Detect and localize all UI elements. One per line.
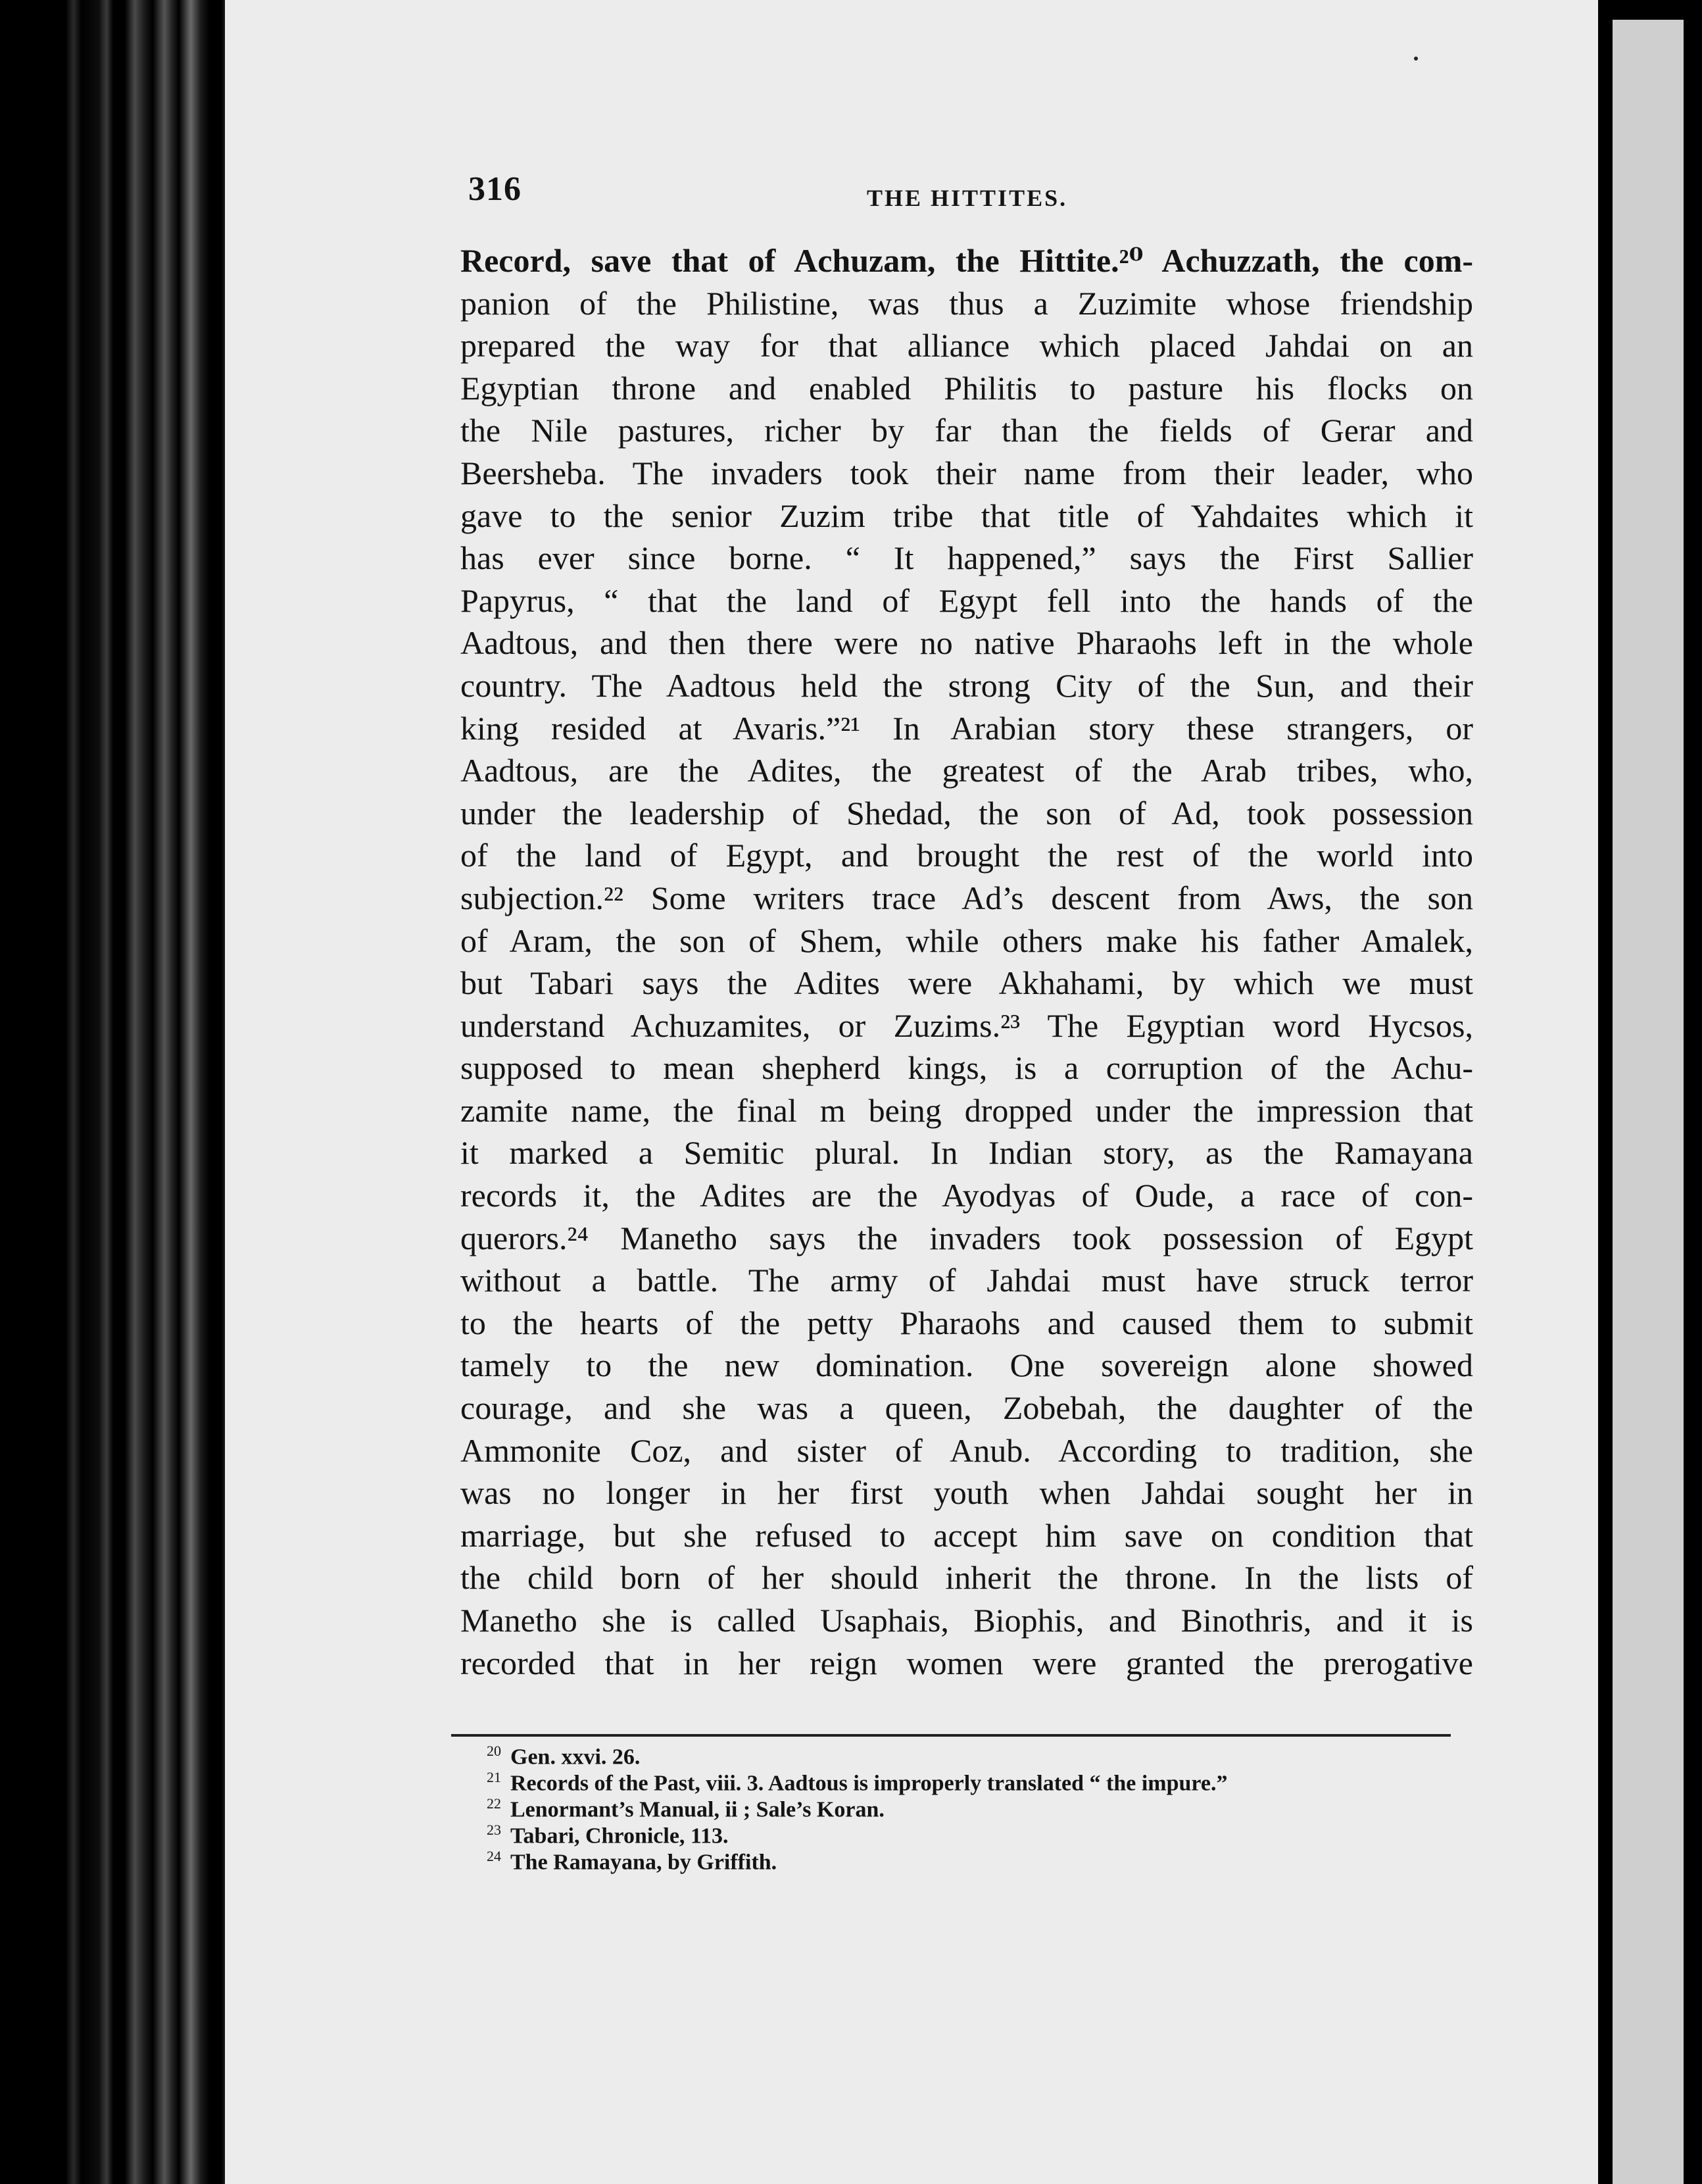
text-line: Egyptian throne and enabled Philitis to pasture his flocks on [460,369,1473,407]
footnote-number: 23 [487,1822,501,1838]
footnote [487,1764,1460,1796]
text-line: under the leadership of Shedad, the son of Ad, took possession [460,794,1473,831]
footnote-number: 20 [487,1743,501,1759]
footnote-text: The Ramayana, by Griffith. [510,1850,777,1875]
text-line: courage, and she was a queen, Zobebah, the daughter of the [460,1389,1473,1427]
facing-page-edge [1611,20,1684,2184]
footnote-text: Tabari, Chronicle, 113. [510,1824,729,1849]
footnote-number: 22 [487,1795,501,1812]
footnote-number: 21 [487,1769,501,1785]
footnote-text: Gen. xxvi. 26. [510,1745,641,1770]
text-line: Ammonite Coz, and sister of Anub. According to tradition, she [460,1431,1473,1469]
page-gutter-shadow [1598,0,1613,2184]
text-line: Record, save that of Achuzam, the Hittite.²⁰ Achuzzath, the com- [460,242,1473,279]
text-line: supposed to mean shepherd kings, is a corruption of the Achu- [460,1049,1473,1087]
footnote-number: 24 [487,1848,501,1864]
speck-mark [1414,57,1418,61]
text-line: king resided at Avaris.”²¹ In Arabian story these strangers, or [460,709,1473,747]
footnote-text: Records of the Past, viii. 3. Aadtous is improperly translated “ the impure.” [510,1771,1228,1796]
text-line: zamite name, the final m being dropped under the impression that [460,1091,1473,1129]
footnote [487,1843,1460,1875]
footnote [487,1817,1460,1849]
text-line: Aadtous, are the Adites, the greatest of the Arab tribes, who, [460,752,1473,789]
text-line: gave to the senior Zuzim tribe that title of Yahdaites which it [460,497,1473,534]
running-title: THE HITTITES. [867,185,1068,211]
footnote-rule [451,1734,1451,1737]
text-line: prepared the way for that alliance which placed Jahdai on an [460,327,1473,364]
text-line: marriage, but she refused to accept him save on condition that [460,1516,1473,1554]
text-line: the Nile pastures, richer by far than the fields of Gerar and [460,412,1473,449]
text-line: country. The Aadtous held the strong City of the Sun, and their [460,666,1473,704]
text-line: recorded that in her reign women were granted the prerogative [460,1644,1473,1681]
text-line: to the hearts of the petty Pharaohs and caused them to submit [460,1304,1473,1341]
text-line: tamely to the new domination. One sovereign alone showed [460,1347,1473,1384]
body-text [460,239,1473,1684]
text-line: understand Achuzamites, or Zuzims.²³ The Egyptian word Hycsos, [460,1006,1473,1044]
book-binding-edge [0,0,230,2184]
text-line: but Tabari says the Adites were Akhahami, by which we must [460,964,1473,1002]
text-line: of the land of Egypt, and brought the rest of the world into [460,837,1473,874]
text-line: it marked a Semitic plural. In Indian story, as the Ramayana [460,1134,1473,1172]
text-line: has ever since borne. “ It happened,” says the First Sallier [460,539,1473,577]
text-line: was no longer in her first youth when Jahdai sought her in [460,1474,1473,1512]
text-line: Papyrus, “ that the land of Egypt fell into the hands of the [460,582,1473,619]
text-line: panion of the Philistine, was thus a Zuzimite whose friendship [460,284,1473,322]
text-line: without a battle. The army of Jahdai must have struck terror [460,1262,1473,1299]
text-line: Manetho she is called Usaphais, Biophis, and Binothris, and it is [460,1602,1473,1639]
page-number: 316 [468,170,522,208]
footnote-text: Lenormant’s Manual, ii ; Sale’s Koran. [510,1797,885,1822]
text-line: Beersheba. The invaders took their name from their leader, who [460,454,1473,491]
text-line: subjection.²² Some writers trace Ad’s descent from Aws, the son [460,879,1473,916]
text-line: querors.²⁴ Manetho says the invaders took possession of Egypt [460,1219,1473,1256]
footnotes [487,1738,1460,1875]
text-line: Aadtous, and then there were no native Pharaohs left in the whole [460,624,1473,662]
text-line: the child born of her should inherit the throne. In the lists of [460,1559,1473,1597]
footnote [487,1738,1460,1770]
text-line: of Aram, the son of Shem, while others make his father Amalek, [460,922,1473,959]
text-line: records it, the Adites are the Ayodyas of Oude, a race of con- [460,1177,1473,1214]
